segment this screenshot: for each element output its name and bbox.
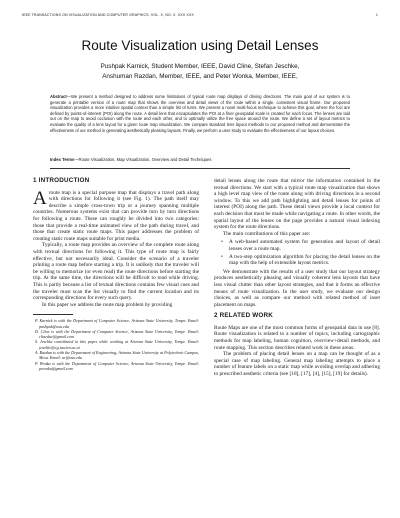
page-number: 1 (375, 13, 378, 17)
contributions-list (214, 239, 380, 266)
drop-cap: A (33, 187, 47, 209)
intro-paragraph-2: Typically, a route map provides an overview of the complete route along with textual directions for following it. This type of route map is fairly effective, but not necessarily ideal. Consider the scenario of a traveler printing a route map before starting a trip. It is unlikely that the traveler will be willing to memorize (or even read) the route directions before starting the trip. At the same time, the directions will be difficult to read while driving. This is partly because a list of textual directions contains few visual cues and the traveler must scan the list visually to find the current location and its corresponding directions for every such query. (33, 242, 199, 302)
author-list (40, 62, 360, 81)
list-item: • A two-step optimization algorithm for placing the detail lenses on the map with the help of extensible layout metrics. (214, 254, 380, 267)
abstract (50, 94, 350, 133)
section-heading-introduction: 1 INTRODUCTION (33, 177, 90, 184)
author-line-1: Pushpak Karnick, Student Member, IEEE, David Cline, Stefan Jeschke, (100, 63, 300, 70)
footnote-divider (33, 314, 73, 315)
footnote: P. Wonka is with the Department of Computer Science, Arizona State University, Tempe. Email: pwonka@gmail.com (35, 360, 199, 371)
contributions-intro: The main contributions of this paper are: (223, 230, 311, 237)
header-divider (50, 168, 350, 169)
index-terms (50, 157, 350, 162)
intro-paragraph-3: In this paper we address the route map problem by providing (42, 301, 173, 308)
abstract-text: —We present a method designed to address some limitations of typical route map displays of driving directions. The main goal of our system is to generate a printable version of a route map that shows the overview and detail views of the route within a single, consistent visual frame. Our proposed visualization provides a more intuitive spatial context than a simple list of turns. We present a novel multi-focus technique to achieve this goal, where the foci are defined by points-of-interest (POI) along the route. A detail lens that encapsulates the POI at a finer geospatial scale is created for each focus. The lenses are laid out on the map to avoid occlusion with the route and each other, and to optimally utilize the free space around the route. We define a set of layout metrics to evaluate the quality of a lens layout for a given route map visualization. We compare standard lens layout methods to our proposed method and demonstrate the effectiveness of our method in generating aesthetically pleasing layouts. Finally, we perform a user study to evaluate the effectiveness of our layout choices. (50, 94, 350, 133)
left-column (33, 178, 199, 371)
section-heading-related-work: 2 RELATED WORK (214, 312, 274, 320)
footnote: D. Cline is with the Department of Computer Science, Arizona State University, Tempe. Email: clinedav@gmail.com (35, 328, 199, 340)
footnote: A. Razdan is with the Department of Engineering, Arizona State University at Polytechnic Campus, Mesa. Email: ar@asu.edu (35, 350, 199, 361)
related-paragraph-1: Route Maps are one of the most common forms of geospatial data in use [8]. Route visualization is related to a number of topics, including cartographic methods for map labeling, human cognition, overview+detail methods, and route mapping. This section describes related work in these areas. (214, 324, 380, 351)
footnote: S. Jeschke contributed to this paper while working at Arizona State University, Tempe. Email: jeschke@cg.tuwien.ac.at (35, 339, 199, 350)
index-terms-text: —Route Visualization, Map Visualization, Overview and Detail Techniques (74, 157, 212, 162)
related-paragraph-2: The problem of placing detail lenses on a map can be thought of as a special case of map labeling. General map labeling attempts to place a number of feature labels on a static map while avoiding overlap and adhering to prescribed aesthetic criteria (see [18], [17], [4], [15], [19] for details). (214, 351, 380, 378)
index-terms-label: Index Terms (50, 157, 75, 162)
intro-paragraph-1-text: route map is a special purpose map that displays a travel path along with directions for following it (see Fig. 1). The path itself may describe a simple cross-town trip or a journey spanning multiple countries. Numerous systems exist that can provide turn by turn directions for following a route. These can roughly be divided into two categories: those that provide a real-time animated view of the path during travel, and those that create static route maps. This paper addresses the problem of creating static route maps suitable for print media. (33, 189, 199, 242)
author-line-2: Anshuman Razdan, Member, IEEE, and Peter Wonka, Member, IEEE, (102, 72, 298, 80)
intro-paragraph-1 (33, 187, 199, 243)
running-head (22, 13, 378, 17)
footnote: P. Karnick is with the Department of Computer Science, Arizona State University, Tempe. Email: pushpak@asu.edu (35, 318, 199, 329)
journal-header: IEEE TRANSACTIONS ON VISUALIZATION AND COMPUTER GRAPHICS, VOL. X, NO. X, XXX XXX (22, 13, 194, 17)
abstract-label: Abstract (50, 94, 67, 99)
list-item: • A web-based automated system for generation and layout of detail lenses over a route map. (214, 239, 380, 252)
paper-title: Route Visualization using Detail Lenses (81, 38, 319, 53)
intro-paragraph-4: detail lenses along the route that mirror the information contained in the textual directions. We start with a typical route map visualization that shows a high level map view of the route along with driving directions in a second window. To this we add path highlighting and detail lenses for points of interest (POI) along the path. These detail views provide a local context for each decision that must be made while navigating a route. In other words, the spatial layout of the lenses on the page provides a natural visual indexing system for the route directions. (214, 178, 380, 231)
right-column (214, 178, 380, 378)
intro-paragraph-5: We demonstrate with the results of a user study that our layout strategy produces aesthetically pleasing and visually coherent lens layouts that have less visual clutter than other layout strategies, and that it forms an effective means of route visualization. In the user study, we evaluate our design choices, as well as compare our method with related method of inset placement on maps. (214, 268, 380, 308)
